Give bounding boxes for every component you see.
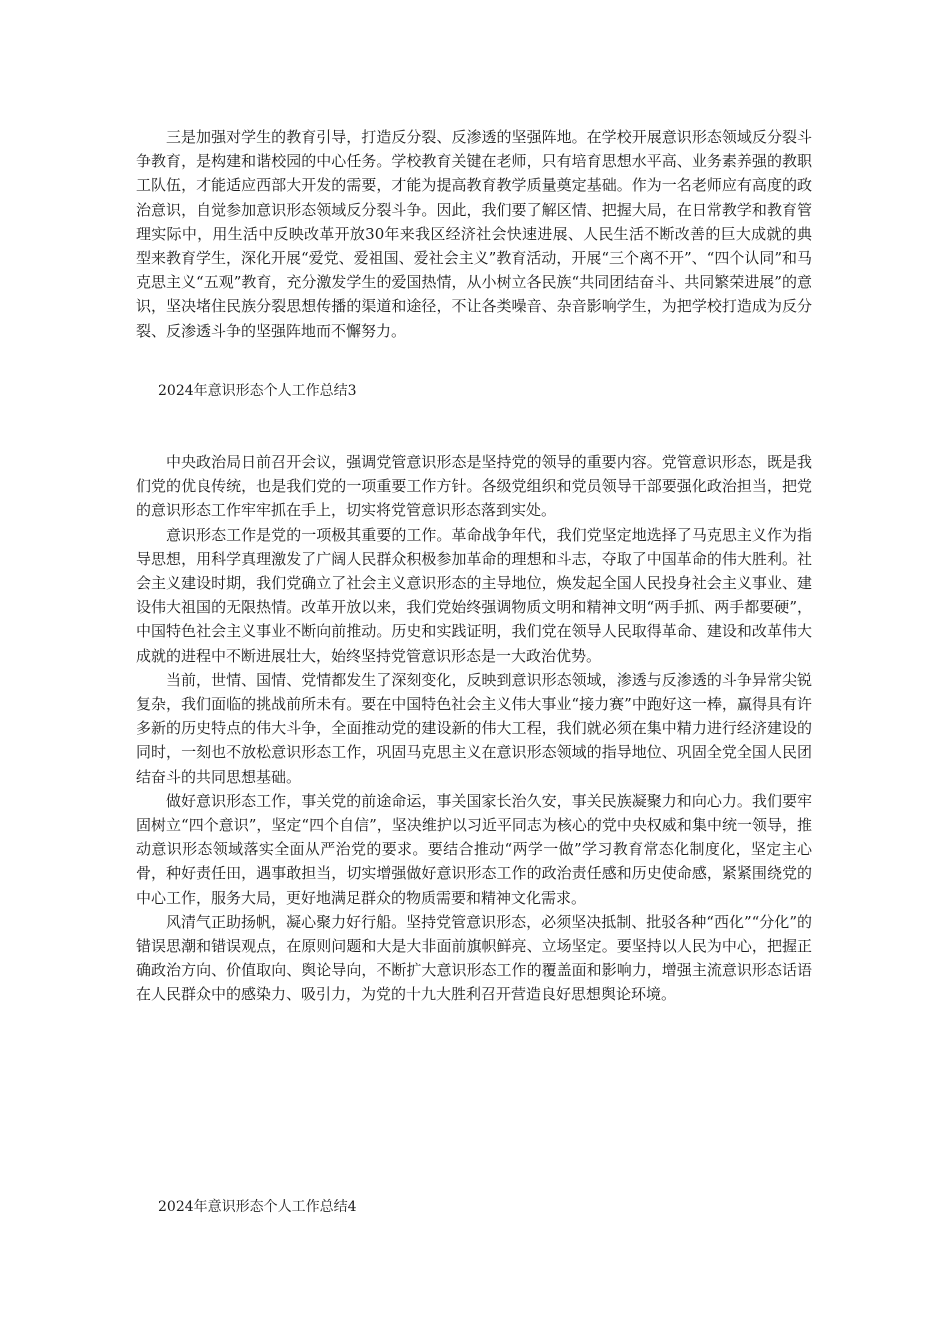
paragraph: 风清气正助扬帆，凝心聚力好行船。坚持党管意识形态，必须坚决抵制、批驳各种“西化”“分化”的错误思潮和错误观点，在原则问题和大是大非面前旗帜鲜亮、立场坚定。要坚持以人民为中心，把握正确政治方向、价值取向、舆论导向，不断扩大意识形态工作的覆盖面和影响力，增强主流意识形态话语在人民群众中的感染力、吸引力，为党的十九大胜利召开营造良好思想舆论环境。	[136, 912, 812, 1004]
section-heading-4: 2024年意识形态个人工作总结4	[158, 1199, 357, 1215]
section-top-body	[136, 125, 812, 343]
paragraph: 做好意识形态工作，事关党的前途命运，事关国家长治久安，事关民族凝聚力和向心力。我们要牢固树立“四个意识”，坚定“四个自信”，坚决维护以习近平同志为核心的党中央权威和集中统一领导，推动意识形态领域落实全面从严治党的要求。要结合推动“两学一做”学习教育常态化制度化，坚定主心骨，种好责任田，遇事敢担当，切实增强做好意识形态工作的政治责任感和历史使命感，紧紧围绕党的中心工作，服务大局，更好地满足群众的物质需要和精神文化需求。	[136, 791, 812, 907]
paragraph: 中央政治局日前召开会议，强调党管意识形态是坚持党的领导的重要内容。党管意识形态，既是我们党的优良传统，也是我们党的一项重要工作方针。各级党组织和党员领导干部要强化政治担当，把党的意识形态工作牢牢抓在手上，切实将党管意识形态落到实处。	[136, 453, 812, 520]
paragraph: 三是加强对学生的教育引导，打造反分裂、反渗透的坚强阵地。在学校开展意识形态领域反分裂斗争教育，是构建和谐校园的中心任务。学校教育关键在老师，只有培育思想水平高、业务素养强的教职工队伍，才能适应西部大开发的需要，才能为提高教育教学质量奠定基础。作为一名老师应有高度的政治意识，自觉参加意识形态领域反分裂斗争。因此，我们要了解区情、把握大局，在日常教学和教育管理实际中，用生活中反映改革开放30年来我区经济社会快速进展、人民生活不断改善的巨大成就的典型来教育学生，深化开展“爱党、爱祖国、爱社会主义”教育活动，开展“三个离不开”、“四个认同”和马克思主义“五观”教育，充分激发学生的爱国热情，从小树立各民族“共同团结奋斗、共同繁荣进展”的意识，坚决堵住民族分裂思想传播的渠道和途径，不让各类噪音、杂音影响学生，为把学校打造成为反分裂、反渗透斗争的坚强阵地而不懈努力。	[136, 128, 813, 340]
paragraph: 意识形态工作是党的一项极其重要的工作。革命战争年代，我们党坚定地选择了马克思主义作为指导思想，用科学真理激发了广阔人民群众积极参加革命的理想和斗志，夺取了中国革命的伟大胜利。社会主义建设时期，我们党确立了社会主义意识形态的主导地位，焕发起全国人民投身社会主义事业、建设伟大祖国的无限热情。改革开放以来，我们党始终强调物质文明和精神文明“两手抓、两手都要硬”，中国特色社会主义事业不断向前推动。历史和实践证明，我们党在领导人民取得革命、建设和改革伟大成就的进程中不断进展壮大，始终坚持党管意识形态是一大政治优势。	[136, 525, 812, 665]
section-heading-3: 2024年意识形态个人工作总结3	[158, 383, 357, 399]
paragraph: 当前，世情、国情、党情都发生了深刻变化，反映到意识形态领域，渗透与反渗透的斗争异常尖锐复杂，我们面临的挑战前所未有。要在中国特色社会主义伟大事业“接力赛”中跑好这一棒，赢得具有许多新的历史特点的伟大斗争，全面推动党的建设新的伟大工程，我们就必须在集中精力进行经济建设的同时，一刻也不放松意识形态工作，巩固马克思主义在意识形态领域的指导地位、巩固全党全国人民团结奋斗的共同思想基础。	[136, 670, 812, 786]
section-3-body	[136, 450, 812, 1007]
